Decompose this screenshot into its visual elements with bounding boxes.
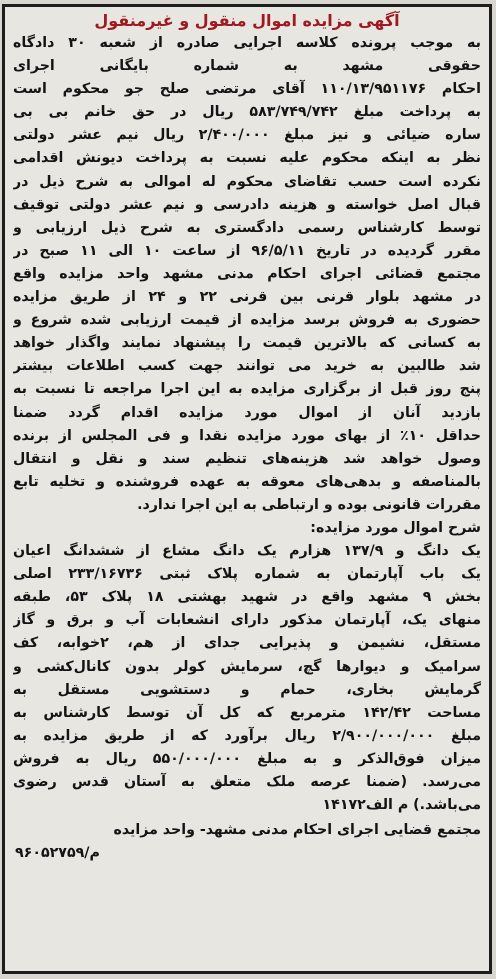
- property-line: می‌رسد. (ضمنا عرصه ملک متعلق به آستان قدس رضوی: [13, 774, 481, 790]
- property-line: مستقل، نشیمن و پذیرایی جدای از هم، ۲خوابه، کف: [13, 635, 481, 652]
- property-line: مساحت ۱۴۲/۴۲ مترمربع که کل آن توسط کارشناس به: [13, 704, 481, 721]
- property-line: یک باب آپارتمان به شماره پلاک ثبتی ۲۳۳/۱۶۷۳۶ اصلی: [13, 566, 481, 583]
- property-line: سرامیک و دیوارها گچ، سرمایش کولر بدون کانال‌کشی و: [13, 658, 481, 675]
- body-line: نظر به اینکه محکوم علیه نسبت به پرداخت دیونش اقدامی: [13, 150, 481, 167]
- property-line: می‌باشد.) م الف۱۴۱۷۲: [322, 797, 481, 814]
- property-line: مبلغ ۲/۹۰۰/۰۰۰/۰۰۰ ریال برآورد که از طریق مزایده به: [13, 727, 481, 744]
- body-line: به پرداخت مبلغ ۵۸۳/۷۴۹/۷۴۲ ریال در حق خانم بی بی: [13, 104, 481, 121]
- property-description-heading: شرح اموال مورد مزایده:: [310, 519, 481, 536]
- body-line: به موجب پرونده کلاسه اجرایی صادره از شعبه ۳۰ دادگاه: [13, 35, 481, 51]
- body-line: مقرر گردیده در تاریخ ۹۶/۵/۱۱ از ساعت ۱۰ الی ۱۱ صبح در: [13, 242, 481, 259]
- property-line: میزان فوق‌الذکر و به مبلغ ۵۵۰/۰۰۰/۰۰۰ ریال به فروش: [13, 750, 481, 767]
- body-line: در مشهد بلوار قرنی بین قرنی ۲۲ و ۲۴ از طریق مزایده: [13, 289, 481, 306]
- body-line: مجتمع قضائی اجرای احکام مدنی مشهد واحد مزایده واقع: [13, 265, 481, 282]
- body-line: به کسانی که بالاترین قیمت را پیشنهاد نمایند واگذار خواهد: [13, 335, 481, 352]
- property-line: بخش ۹ مشهد واقع در شهید بهشتی ۱۸ پلاک ۵۳، طبقه: [13, 589, 481, 606]
- body-line: قبال اصل خواسته و هزینه دادرسی و نیم عشر دولتی توقیف: [13, 196, 481, 213]
- body-line: بالمناصفه و بدهی‌های معوقه به عهده فروشنده و تخلیه تابع: [13, 473, 481, 490]
- notice-body: [13, 32, 481, 517]
- body-line: مقررات قانونی بوده و ارتباطی به این اجرا ندارد.: [137, 496, 481, 513]
- property-line: یک دانگ و ۱۳۷/۹ هزارم یک دانگ مشاع از ششدانگ اعیان: [13, 543, 481, 560]
- body-line: ساره ضیائی و نیز مبلغ ۲/۴۰۰/۰۰۰ ریال نیم عشر دولتی: [13, 127, 481, 144]
- body-line: حضوری به فروش برسد مزایده از قیمت ارزیابی شده شروع و: [13, 312, 481, 329]
- body-line: وصول خواهد شد هزینه‌های تنظیم سند و نقل و انتقال: [13, 450, 481, 467]
- notice-title: آگهی مزایده اموال منقول و غیرمنقول: [94, 11, 400, 30]
- body-line: توسط کارشناس رسمی دادگستری به شرح ذیل ارزیابی و: [13, 219, 481, 236]
- body-line: حداقل ۱۰٪ از بهای مورد مزایده نقدا و فی المجلس از برنده: [13, 427, 481, 444]
- body-line: شد طالبین به خرید می توانند جهت کسب اطلاعات بیشتر: [13, 358, 481, 375]
- property-line: گرمایش بخاری، حمام و دستشویی مستقل به: [13, 681, 481, 698]
- body-line: احکام ۱۱۰/۱۳/۹۵۱۱۷۶ آقای مرتضی صلح جو محکوم است: [13, 81, 481, 98]
- body-line: پنج روز قبل از برگزاری مزایده به این اجرا مراجعه تا نسبت به: [13, 381, 481, 398]
- body-line: حقوقی مشهد به شماره بایگانی اجرای: [13, 58, 481, 75]
- issuer-signature: مجتمع قضایی اجرای احکام مدنی مشهد- واحد مزایده: [113, 822, 481, 839]
- auction-notice: [2, 4, 492, 974]
- property-description: [13, 540, 481, 817]
- body-line: نکرده است حسب تقاضای محکوم له اموالی به شرح ذیل در: [13, 173, 481, 190]
- body-line: بازدید آنان از اموال مورد مزایده اقدام گردد ضمنا: [13, 404, 481, 421]
- property-line: منهای یک، آپارتمان مذکور دارای انشعابات آب و برق و گاز: [13, 612, 481, 629]
- notice-code: م/۹۶۰۵۲۷۵۹: [15, 845, 100, 862]
